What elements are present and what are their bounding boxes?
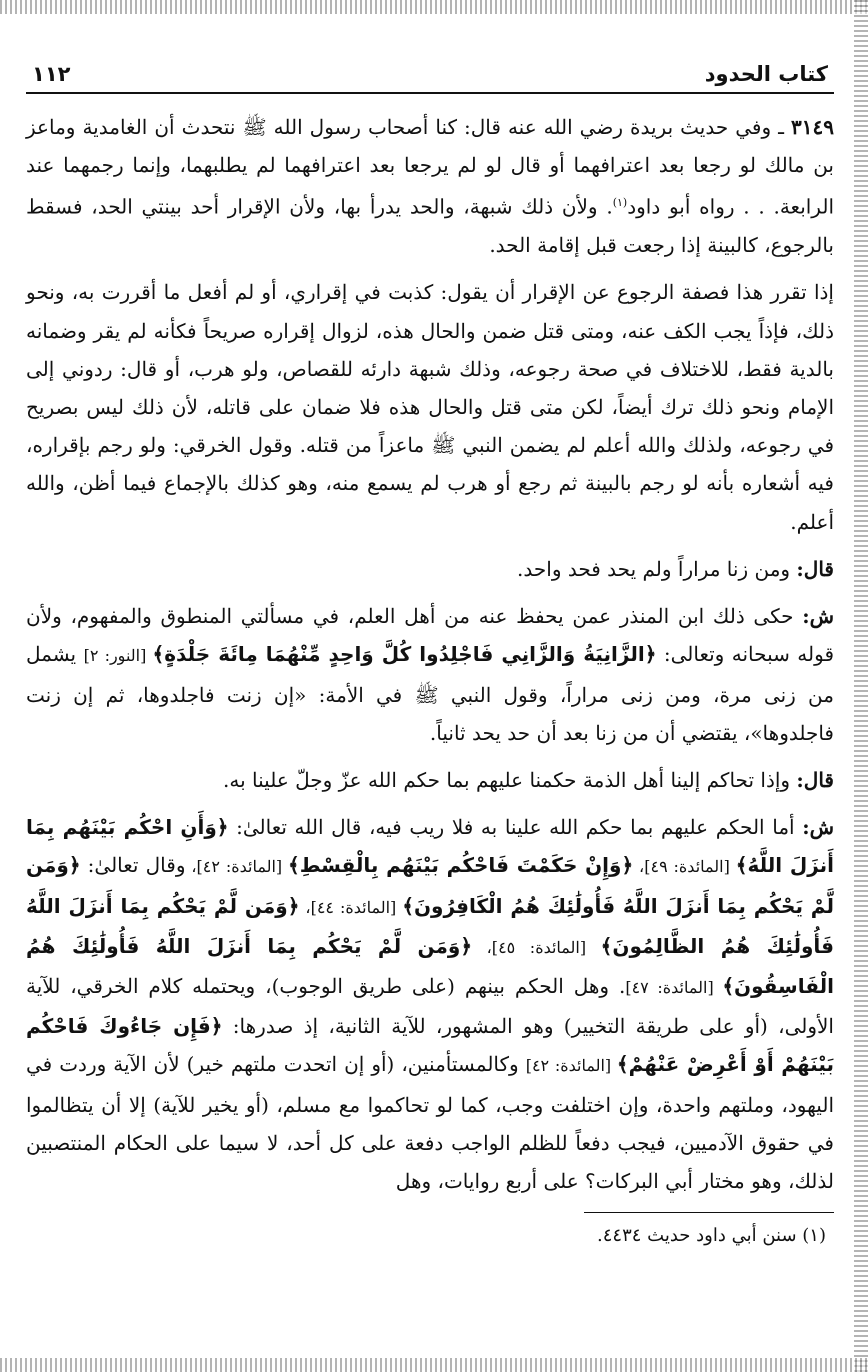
quran-verse: ﴿الزَّانِيَةُ وَالزَّانِي فَاجْلِدُوا كُلَّ وَاحِدٍ مِّنْهُمَا مِائَةَ جَلْدَةٍ﴾ — [152, 642, 657, 667]
paragraph-text: وإذا تحاكم إلينا أهل الذمة حكمنا عليهم بما حكم الله عزّ وجلّ علينا به. — [223, 767, 797, 792]
quran-verse: ﴿وَأَنِ احْكُم بَيْنَهُم بِمَا أَنزَلَ اللَّهُ﴾ — [26, 815, 835, 878]
quran-verse: ﴿وَمَن لَّمْ يَحْكُم بِمَا أَنزَلَ اللَّهُ فَأُولَٰئِكَ هُمُ الْكَافِرُونَ﴾ — [26, 853, 834, 918]
footnote-number: (١) — [802, 1225, 826, 1247]
running-header — [26, 62, 834, 94]
matn-paragraph — [26, 761, 834, 799]
paragraph-text: . وهل الحكم بينهم (على طريق الوجوب)، ويحتمله كلام الخرقي، للآية الأولى، (أو على طريقة التخيير) وهو المشهور، للآية الثانية، إذ صدرها: — [26, 973, 834, 1039]
hadith-number: ٣١٤٩ — [791, 115, 834, 139]
footnote — [26, 1221, 834, 1251]
verse-citation: [المائدة: ٤٩]، — [633, 857, 736, 877]
footnote-divider — [584, 1212, 834, 1213]
quran-verse: ﴿وَإِنْ حَكَمْتَ فَاحْكُم بَيْنَهُم بِالْقِسْطِ﴾ — [288, 853, 634, 878]
verse-citation: [المائدة: ٤٥]، — [472, 937, 601, 957]
decorative-border-right — [854, 0, 868, 1372]
sharh-paragraph — [26, 597, 834, 752]
sharh-label: ش: — [802, 604, 834, 629]
decorative-border-bottom — [0, 1358, 868, 1372]
qala-label: قال: — [796, 556, 834, 581]
matn-paragraph — [26, 550, 834, 588]
sharh-label: ش: — [802, 815, 834, 840]
footnote-ref: (١) — [612, 196, 628, 210]
sharh-paragraph — [26, 808, 834, 1200]
paragraph-text: إذا تقرر هذا فصفة الرجوع عن الإقرار أن يقول: كذبت في إقراري، أو لم أفعل ما أقررت به، ونحو ذلك، فإذاً يجب الكف عنه، ومتى قتل ضمن والحال هذه، لزوال إقراره صريحاً فكأنه لم يقر وضمانه بالدية فقط، للاختلاف في صحة رجوعه، وذلك شبهة دارئه للقصاص، ولو هرب، أو قال: ردوني إلى الإمام ونحو ذلك ترك أيضاً، لكن متى قتل والحال هذه فلا ضمان على قاتله، لأن ذلك ليس بصريح في رجوعه، ولذلك والله أعلم لم يضمن النبي ﷺ ماعزاً من قتله. وقول الخرقي: ولو رجم بإقراره، فيه أشعاره بأنه لو رجم بالبينة ثم رجع أو هرب لم يسمع منه، وهو كذلك بالإجماع فيما أظن، والله أعلم. — [26, 280, 834, 534]
paragraph-text: وكالمستأمنين، (أو إن اتحدت ملتهم خير) لأن الآية وردت في اليهود، وملتهم واحدة، وإن اختلفت وجب، كما لو تحاكموا مع مسلم، (أو يخير للآية) إلا أن يتظالموا في حقوق الآدميين، فيجب دفعاً للظلم الواجب دفعة على كل أحد، لا سيما على الحكام المنتصبين لذلك، وهو مختار أبي البركات؟ على أربع روايات، وهل — [26, 1052, 834, 1193]
verse-citation: [المائدة: ٤٧] — [625, 977, 723, 997]
page-body — [26, 108, 834, 1251]
book-page — [26, 62, 834, 1251]
decorative-border-top — [0, 0, 868, 14]
paragraph-text: ـ وفي حديث بريدة رضي الله عنه قال: كنا أصحاب رسول الله ﷺ نتحدث أن الغامدية وماعز بن مالك لو رجعا بعد اعترافهما أو قال لو لم يرجعا بعد اعترافهما لم يطلبهما، وإنما رجمهما عند الرابعة. . . رواه أبو داود — [26, 115, 834, 220]
paragraph-text: وقال تعالىٰ: — [80, 853, 186, 878]
page-number: ١١٢ — [32, 62, 71, 86]
quran-verse: ﴿وَمَن لَّمْ يَحْكُم بِمَا أَنزَلَ اللَّهُ فَأُولَٰئِكَ هُمُ الْفَاسِقُونَ﴾ — [26, 933, 834, 998]
verse-citation: [المائدة: ٤٤]، — [299, 897, 403, 917]
paragraph-text: أما الحكم عليهم بما حكم الله علينا به فلا ريب فيه، قال الله تعالىٰ: — [228, 815, 803, 840]
paragraph-text: ومن زنا مراراً ولم يحد فحد واحد. — [517, 556, 797, 581]
qala-label: قال: — [796, 767, 834, 792]
quran-verse: ﴿وَمَن لَّمْ يَحْكُم بِمَا أَنزَلَ اللَّهُ فَأُولَٰئِكَ هُمُ الظَّالِمُونَ﴾ — [26, 893, 835, 958]
commentary-paragraph — [26, 273, 834, 540]
verse-citation: [المائدة: ٤٢]، — [185, 857, 289, 877]
hadith-paragraph — [26, 108, 834, 264]
paragraph-text: يشمل من زنى مرة، ومن زنى مراراً، وقول النبي ﷺ في الأمة: «إن زنت فاجلدوها، ثم إن زنت فاجلدوها»، يقتضي أن من زنا بعد أن حد يحد ثانياً. — [26, 642, 834, 745]
paragraph-text: . ولأن ذلك شبهة، والحد يدرأ بها، ولأن الإقرار أحد بينتي الحد، فسقط بالرجوع، كالبينة إذا رجعت قبل إقامة الحد. — [26, 195, 834, 258]
verse-citation: [المائدة: ٤٢] — [525, 1056, 617, 1076]
footnote-text: سنن أبي داود حديث ٤٤٣٤. — [597, 1225, 803, 1247]
quran-verse: ﴿فَإِن جَاءُوكَ فَاحْكُم بَيْنَهُمْ أَوْ أَعْرِضْ عَنْهُمْ﴾ — [26, 1014, 834, 1077]
verse-citation: [النور: ٢] — [83, 646, 153, 666]
book-title: كتاب الحدود — [704, 62, 828, 86]
paragraph-text: حكى ذلك ابن المنذر عمن يحفظ عنه من أهل العلم، في مسألتي المنطوق والمفهوم، ولأن قوله سبحانه وتعالى: — [26, 604, 835, 667]
